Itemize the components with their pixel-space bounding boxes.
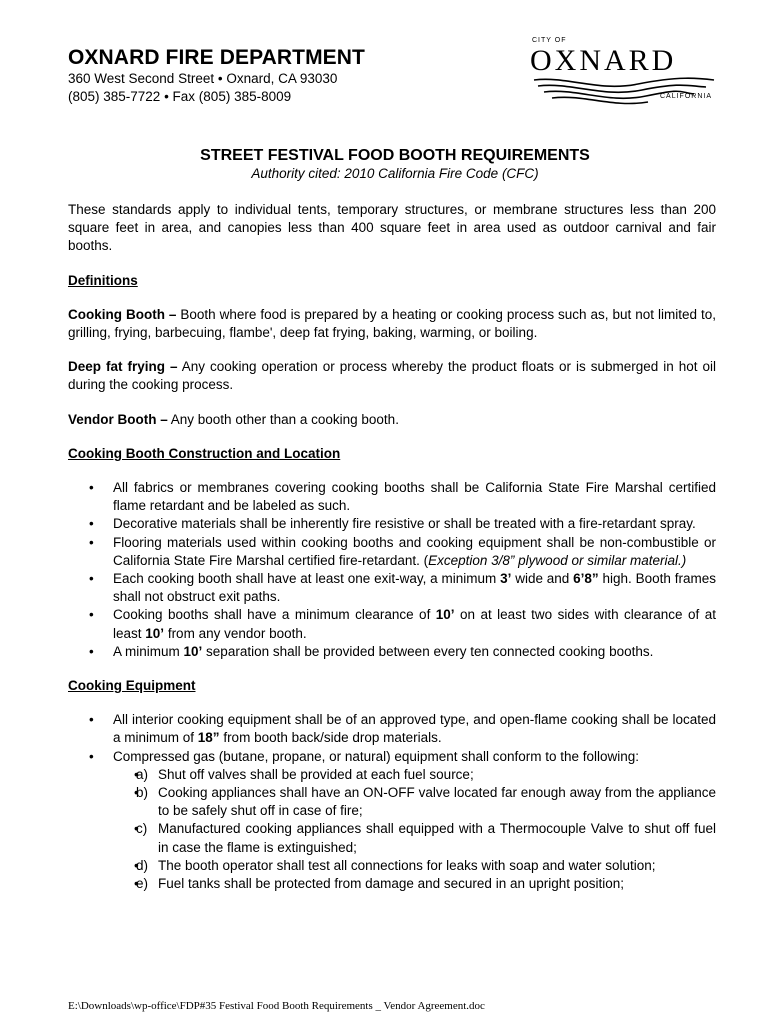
item-text: All interior cooking equipment shall be of an approved type, and open-flame cooking shall be located a minimum of <box>113 712 716 746</box>
list-item <box>68 748 716 894</box>
gas-requirements-list <box>113 766 716 893</box>
item-text: Cooking appliances shall have an ON-OFF valve located far enough away from the appliance to be safely shut off in case of fire; <box>158 785 716 819</box>
logo-city-of: CITY OF <box>532 37 567 44</box>
list-item <box>68 534 716 570</box>
item-text: Each cooking booth shall have at least one exit-way, a minimum <box>113 571 501 587</box>
list-item: • All fabrics or membranes covering cooking booths shall be California State Fire Marshal certified flame retardant and be labeled as such. <box>68 479 716 515</box>
list-item <box>68 643 716 661</box>
item-letter: • c) <box>136 821 148 837</box>
measure-clearance: 10’ <box>145 625 165 641</box>
equipment-list <box>68 711 716 893</box>
construction-list <box>68 479 716 661</box>
construction-heading: Cooking Booth Construction and Location <box>68 445 341 461</box>
phone-line: (805) 385-7722 • Fax (805) 385-8009 <box>68 88 292 104</box>
sub-list-item <box>113 766 716 784</box>
exception-note: Exception 3/8” plywood or similar material.) <box>428 552 687 568</box>
definition-vendor-booth <box>68 411 716 429</box>
measure-distance: 18” <box>197 730 220 746</box>
item-letter: • a) <box>136 766 149 782</box>
item-text: from any vendor booth. <box>164 625 307 641</box>
item-letter: • d) <box>136 857 149 873</box>
definition-text: Booth where food is prepared by a heating or cooking process such as, but not limited to, grilling, frying, barbecuing, flambe', deep fat frying, baking, warming, or boiling. <box>68 306 716 341</box>
sub-list-item <box>113 857 716 875</box>
logo-oxnard: OXNARD <box>530 44 677 77</box>
file-path-footer: E:\Downloads\wp-office\FDP#35 Festival Food Booth Requirements _ Vendor Agreement.doc <box>68 1000 485 1012</box>
item-text: Cooking booths shall have a minimum clearance of <box>113 607 436 623</box>
item-text: on at least two sides with clearance of at least <box>113 607 716 641</box>
definition-cooking-booth <box>68 306 716 342</box>
document-body <box>68 201 716 893</box>
sub-list-item <box>113 875 716 893</box>
authority-cited: Authority cited: 2010 California Fire Code (CFC) <box>251 166 539 181</box>
equipment-heading: Cooking Equipment <box>68 678 196 694</box>
item-text: A minimum <box>113 643 184 659</box>
measure-separation: 10’ <box>183 643 203 659</box>
department-name: OXNARD FIRE DEPARTMENT <box>68 46 365 69</box>
address-line: 360 West Second Street • Oxnard, CA 93030 <box>68 71 338 86</box>
department-address <box>68 70 337 105</box>
definition-deep-fat-frying <box>68 358 716 394</box>
list-item <box>68 570 716 606</box>
measure-clearance: 10’ <box>435 607 455 623</box>
list-item: • Decorative materials shall be inherently fire resistive or shall be treated with a fire-retardant spray. <box>68 515 716 533</box>
city-of-oxnard-logo <box>528 32 720 112</box>
item-text: from booth back/side drop materials. <box>219 730 442 746</box>
definitions-heading: Definitions <box>68 272 138 288</box>
definition-text: Any booth other than a cooking booth. <box>167 411 399 427</box>
item-text: Compressed gas (butane, propane, or natural) equipment shall conform to the following: <box>113 748 640 764</box>
item-text: The booth operator shall test all connections for leaks with soap and water solution; <box>158 857 656 873</box>
measure-height: 6’8” <box>573 571 599 587</box>
item-letter: • b) <box>136 785 149 801</box>
definition-text: Any cooking operation or process whereby the product floats or is submerged in hot oil during the cooking process. <box>68 359 716 393</box>
item-text: Manufactured cooking appliances shall equipped with a Thermocouple Valve to shut off fuel in case the flame is extinguished; <box>158 821 716 855</box>
item-text: separation shall be provided between every ten connected cooking booths. <box>202 643 654 659</box>
list-item <box>68 711 716 747</box>
sub-list-item <box>113 784 716 820</box>
term-cooking-booth: Cooking Booth – <box>68 306 177 322</box>
intro-paragraph: These standards apply to individual tents, temporary structures, or membrane structures less than 200 square feet in area, and canopies less than 400 square feet in area used as outdoor carnival and fair booths. <box>68 202 716 254</box>
item-text: high. Booth frames shall not obstruct exit paths. <box>113 571 716 605</box>
term-deep-fat-frying: Deep fat frying – <box>68 359 178 375</box>
item-letter: • e) <box>136 876 149 892</box>
term-vendor-booth: Vendor Booth – <box>68 411 168 427</box>
list-item <box>68 606 716 642</box>
logo-california: CALIFORNIA <box>660 93 713 100</box>
item-text: wide and <box>511 571 574 587</box>
document-title: STREET FESTIVAL FOOD BOOTH REQUIREMENTS <box>200 147 590 164</box>
item-text: Shut off valves shall be provided at each fuel source; <box>158 766 474 782</box>
item-text: Flooring materials used within cooking booths and cooking equipment shall be non-combustible or California State Fire Marshal certified fire-retardant. ( <box>113 534 716 568</box>
sub-list-item <box>113 820 716 856</box>
item-text: Fuel tanks shall be protected from damage and secured in an upright position; <box>158 876 625 892</box>
measure-width: 3’ <box>500 571 512 587</box>
